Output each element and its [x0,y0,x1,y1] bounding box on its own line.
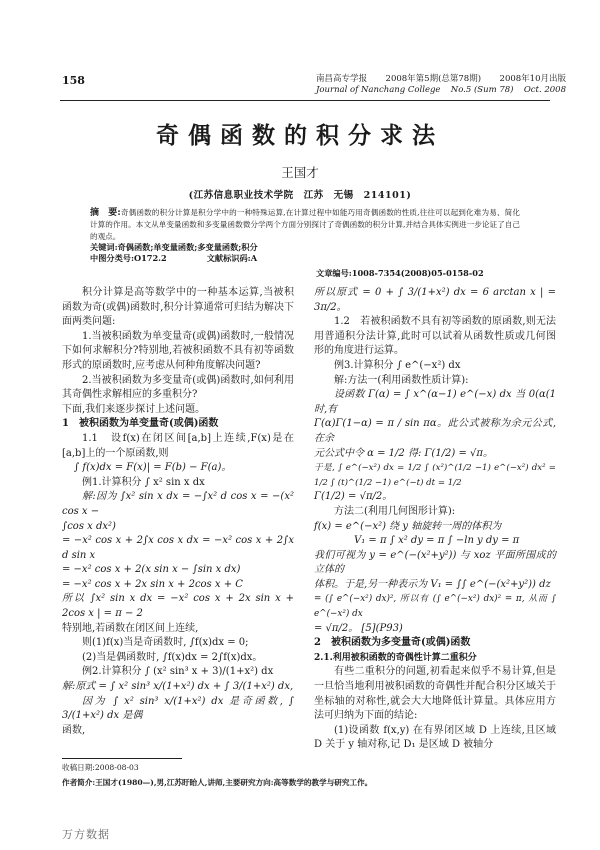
page-number: 158 [62,74,85,87]
odd-function-rule: 则(1)f(x)当是奇函数时, ∫f(x)dx = 0; [82,637,249,649]
method-2-line: 我们可视为 y = e^(−(x²+y²)) 与 xoz 平面所围成的立体的 [314,549,556,576]
keywords-label: 关键词: [90,241,118,252]
method-2-line: V₁ = π ∫ x² dy = π ∫ −ln y dy = π [354,535,520,547]
example-1-line: = −x² cos x + 2x sin x + 2cos x + C [62,578,243,590]
journal-header [316,74,566,96]
transition-text: 下面,我们来逐步探讨上述问题。 [62,403,206,415]
intro-paragraph: 积分计算是高等数学中的一种基本运算,当被积函数为奇(或偶)函数时,积分计算通常可归结为解决下面两类问题: [62,287,294,328]
example-2-line: 函数, [62,724,86,736]
article-number: 文章编号:1008-7354(2008)05-0158-02 [316,268,484,278]
abstract-block [90,207,520,264]
journal-name-cn: 南昌高专学报 [316,74,368,84]
issue-cn: 2008年第5期(总第78期) [385,74,482,84]
method-1-title: 解:方法一(利用函数性质计算): [334,374,469,386]
subsection-2-1-text: (1)设函数 f(x,y) 在有界闭区域 D 上连续,且区域 D 关于 y 轴对称,记 D₁ 是区域 D 被轴分 [314,724,556,751]
issue-en: No.5 (Sum 78) [450,85,514,95]
method-1-line: Γ(1/2) = √π/2。 [314,491,393,503]
abstract-text: 奇偶函数的积分计算是积分学中的一种特殊运算,在计算过程中如能巧用奇偶函数的性质,往往可以起到化难为易、简化计算的作用。本文从单变量函数和多变量函数微分学两个方面分别探讨了奇偶函数的积分计算,并结合具体实例进一步论证了自己的观点。 [90,208,520,241]
right-column [314,286,556,753]
class-number: 中图分类号:O172.2 [90,253,167,264]
example-2-result: 所以原式 = 0 + ∫ 3/(1+x²) dx = 6 arctan x | = 3π/2。 [314,287,556,313]
method-2-line: 体积。于是,另一种表示为 V₁ = ∫∫ e^(−(x²+y²)) dz [314,578,551,590]
method-2-line: f(x) = e^(−x²) 绕 y 轴旋转一周的体积为 [314,520,502,532]
footnote-rule [62,758,182,759]
subsection-1-2-text: 1.2 若被积函数不具有初等函数的原函数,则无法用普通积分法计算,此时可以试着从函数性质或几何图形的角度进行运算。 [314,316,556,357]
example-2-line: 因为 ∫ x² sin³ x/(1+x²) dx 是奇函数, ∫ 3/(1+x²) dx 是偶 [62,695,294,722]
date-cn: 2008年10月出版 [499,74,566,84]
example-2-title: 例2.计算积分 ∫ (x² sin³ x + 3)/(1+x²) dx [82,666,274,678]
example-1-line: = −x² cos x + 2∫x cos x dx = −x² cos x + 2∫x d sin x [62,535,294,561]
header-rule [60,100,550,101]
abstract-label: 摘 要: [90,208,121,218]
subsection-1-1-text: 1.1 设f(x)在闭区间[a,b]上连续,F(x)是在[a,b]上的一个原函数,则 [62,432,294,459]
method-2-line: = √π/2。 [5](P93) [314,622,403,634]
received-date: 收稿日期:2008-08-03 [62,763,139,772]
example-1-line: ∫cos x dx²) [62,520,116,532]
subsection-2-1-text: 有些二重积分的问题,初看起来似乎不易计算,但是一旦恰当地利用被积函数的奇偶性并配合积分区域关于坐标轴的对称性,就会大大地降低计算量。具体应用方法可归纳为下面的结论: [314,666,556,722]
example-1-line: 解:因为 ∫x² sin x dx = −∫x² d cos x = −(x² cos x − [62,491,294,517]
author-name: 王国才 [281,165,319,180]
special-case-text: 特别地,若函数在闭区间上连续, [62,622,199,634]
section-1-title: 1 被积函数为单变量奇(或偶)函数 [62,418,219,430]
even-function-rule: (2)当是偶函数时, ∫f(x)dx = 2∫f(x)dx。 [82,651,263,663]
left-column [62,286,294,738]
doc-code: 文献标识码:A [206,253,258,264]
question-2: 2.当被积函数为多变量奇(或偶)函数时,如何利用其奇偶性求解相应的多重积分? [62,374,294,401]
method-2-line: = (∫ e^(−x²) dx)², 所以有 (∫ e^(−x²) dx)² = π, 从而 ∫ e^(−x²) dx [314,594,556,620]
keywords-text: 奇偶函数;单变量函数;多变量函数;积分 [117,241,258,252]
method-2-title: 方法二(利用几何图形计算): [334,505,456,517]
journal-name-en: Journal of Nanchang College [316,85,441,95]
method-1-line: 设函数 Γ(α) = ∫ x^(α−1) e^(−x) dx 当 0(α(1 时,有 [314,389,556,415]
paper-title: 奇偶函数的积分求法 [156,123,444,149]
example-3-title: 例3.计算积分 ∫ e^(−x²) dx [334,359,461,371]
subsection-2-1-title: 2.1.利用被积函数的奇偶性计算二重积分 [314,652,477,663]
example-1-result: 所以 ∫x² sin x dx = −x² cos x + 2x sin x + 2cos x | = π − 2 [62,593,294,620]
author-bio: 作者简介:王国才(1980—),男,江苏盱眙人,讲师,主要研究方向:高等数学的教学与研究工作。 [62,778,373,787]
affiliation: (江苏信息职业技术学院 江苏 无锡 214101) [188,190,412,201]
question-1: 1.当被积函数为单变量奇(或偶)函数时,一般情况下如何求解积分?特别地,若被积函数不具有初等函数形式的原函数时,应考虑从何种角度解决问题? [62,330,294,371]
method-1-line: Γ(α)Γ(1−α) = π / sin πα。此公式被称为余元公式,在余 [314,418,556,444]
wanfang-watermark: 万方数据 [62,828,110,841]
method-1-line: 元公式中令 α = 1/2 得: Γ(1/2) = √π。 [314,447,494,459]
method-1-line: 于是, ∫ e^(−x²) dx = 1/2 ∫ (x²)^(1/2 −1) e^(−x²) dx² = 1/2 ∫ (t)^(1/2 −1) e^(−t) dt = 1/2 [314,463,556,488]
example-1-title: 例1.计算积分 ∫ x² sin x dx [82,476,205,488]
date-en: Oct. 2008 [523,85,566,95]
example-2-line: 解:原式 = ∫ x² sin³ x/(1+x²) dx + ∫ 3/(1+x²) dx, [62,681,294,693]
newton-leibniz-formula: ∫ f(x)dx = F(x)| = F(b) − F(a)。 [74,462,232,474]
section-2-title: 2 被积函数为多变量奇(或偶)函数 [314,637,471,649]
example-1-line: = −x² cos x + 2(x sin x − ∫sin x dx) [62,564,241,576]
